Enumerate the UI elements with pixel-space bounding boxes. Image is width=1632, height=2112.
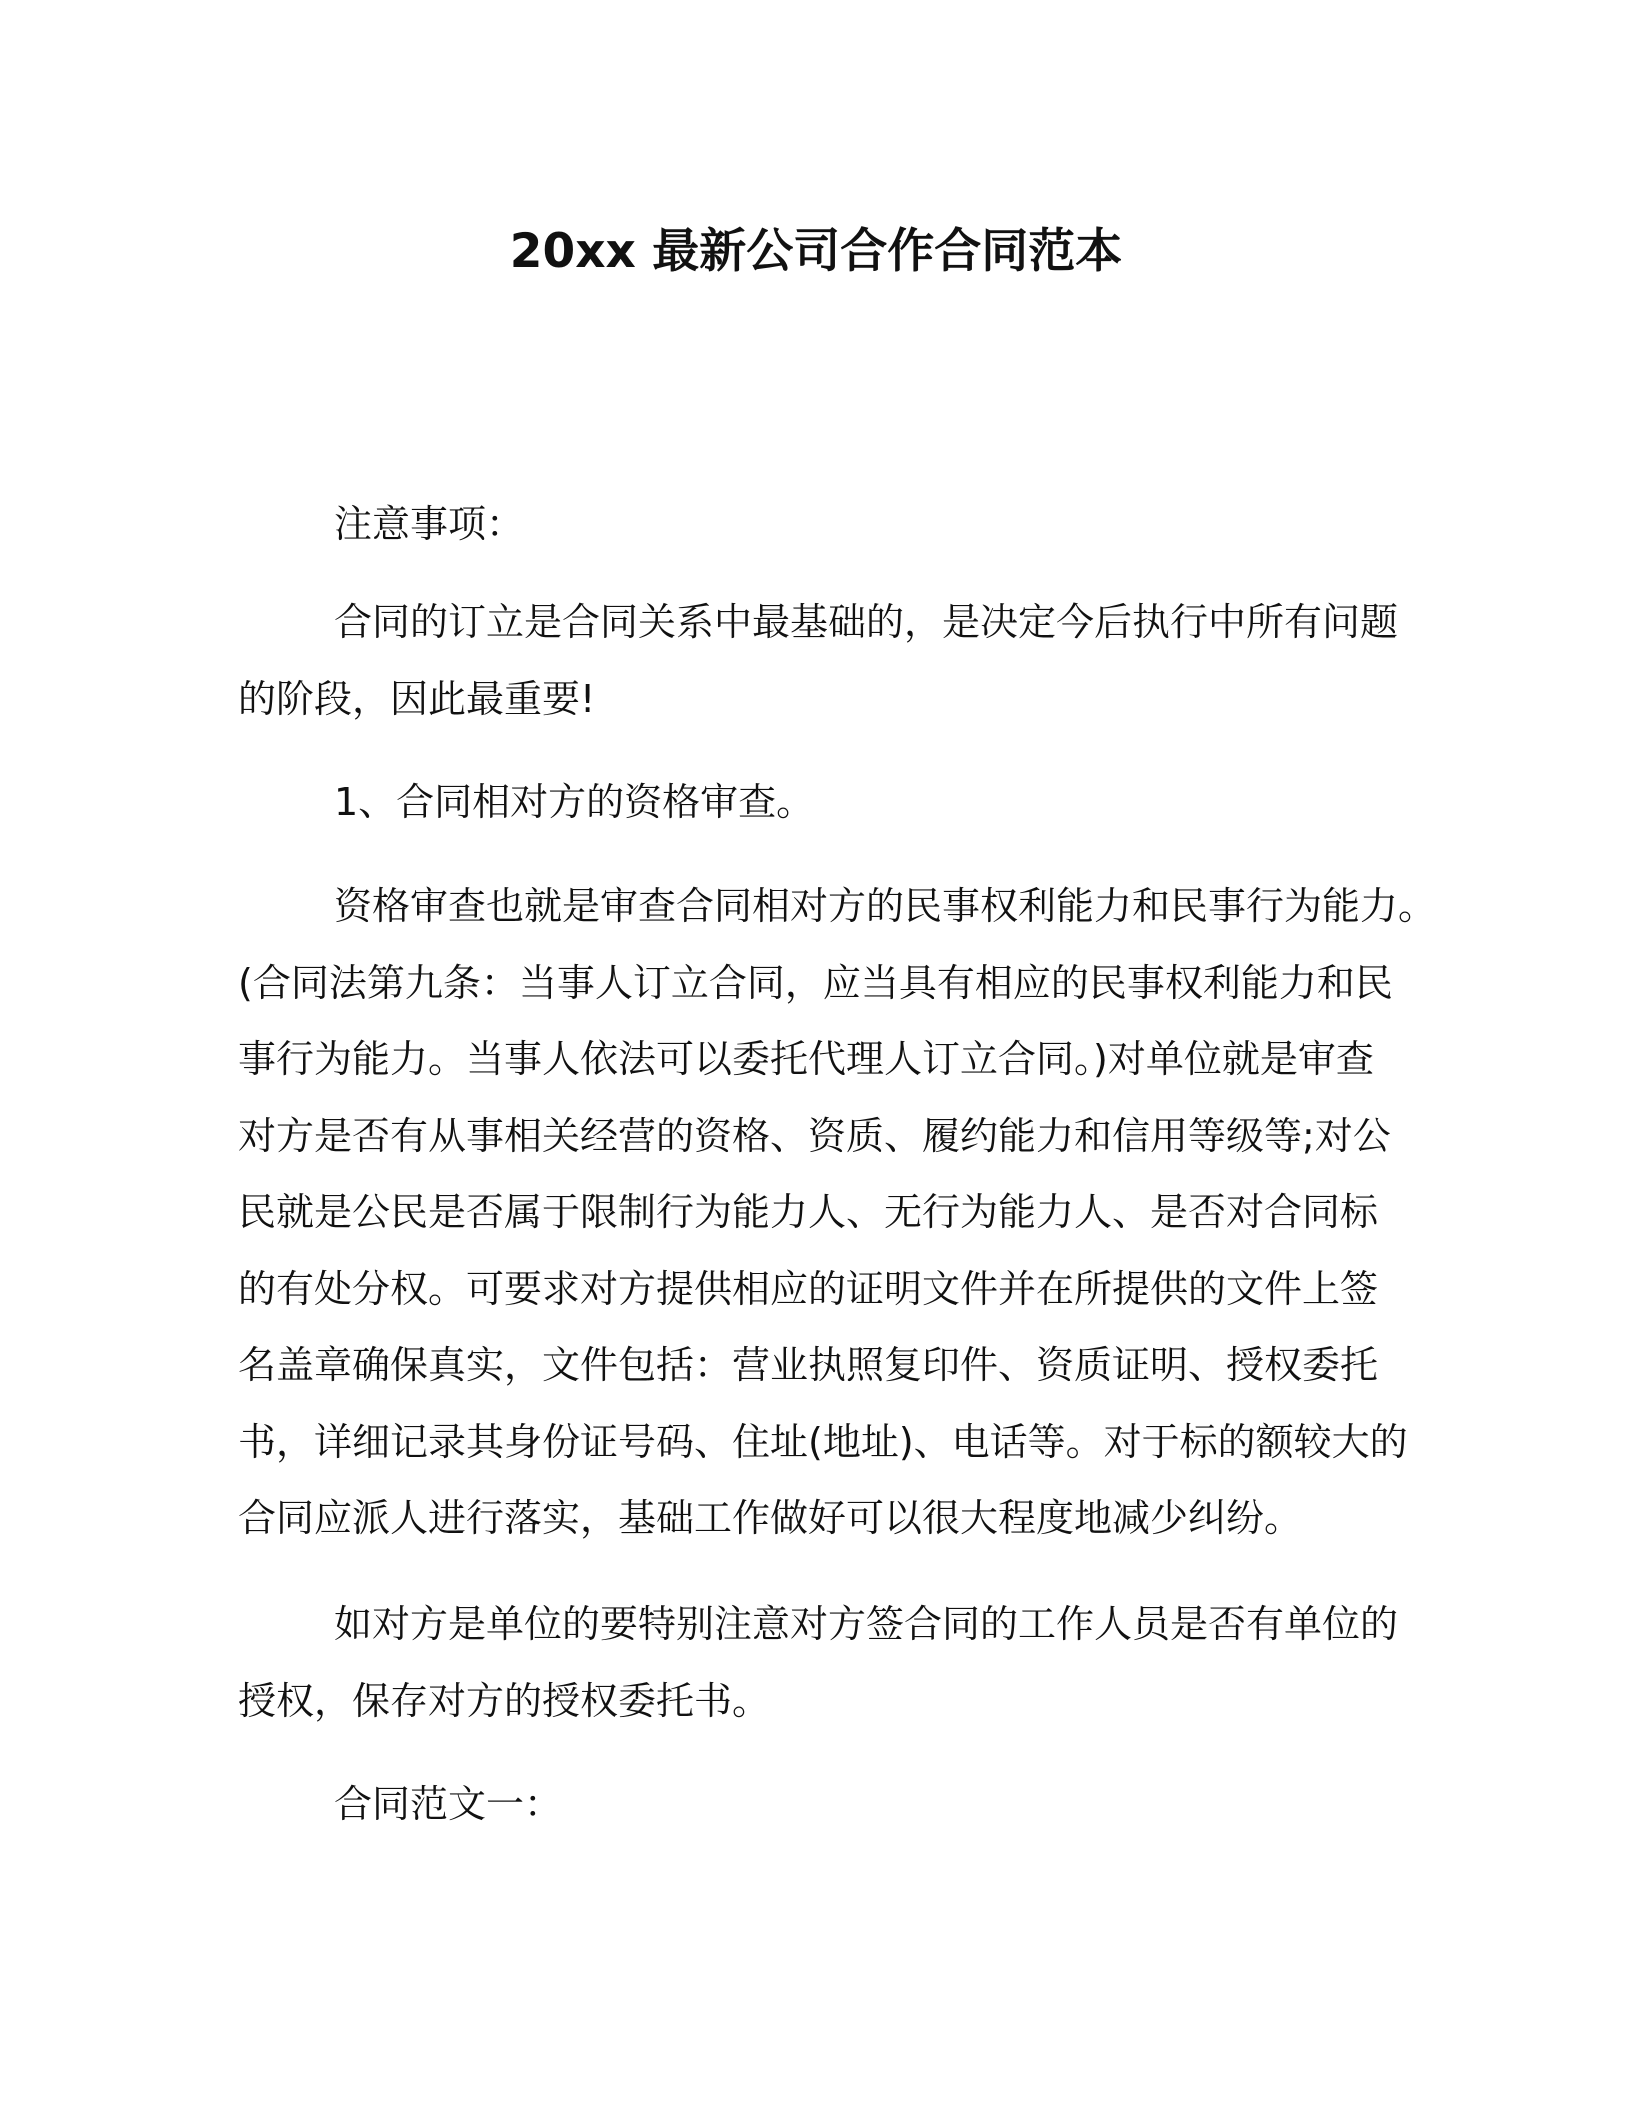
paragraph-line: 名盖章确保真实，文件包括：营业执照复印件、资质证明、授权委托: [238, 1343, 1379, 1387]
intro-paragraph: [238, 584, 1398, 737]
paragraph-line: 如对方是单位的要特别注意对方签合同的工作人员是否有单位的: [334, 1602, 1399, 1646]
paragraph-line: 的有处分权。可要求对方提供相应的证明文件并在所提供的文件上签: [238, 1266, 1379, 1311]
qualification-paragraph: [238, 868, 1437, 1557]
paragraph-line: 民就是公民是否属于限制行为能力人、无行为能力人、是否对合同标: [238, 1190, 1379, 1234]
paragraph-line: 事行为能力。当事人依法可以委托代理人订立合同。)对单位就是审查: [238, 1037, 1374, 1081]
paragraph-line: 授权，保存对方的授权委托书。: [238, 1678, 771, 1723]
paragraph-line: 书，详细记录其身份证号码、住址(地址)、电话等。对于标的额较大的: [238, 1419, 1408, 1464]
paragraph-line: 资格审查也就是审查合同相对方的民事权利能力和民事行为能力。: [334, 884, 1437, 928]
paragraph-line: 合同范文一：: [334, 1782, 563, 1826]
notice-heading: [238, 486, 1398, 563]
paragraph-line: 1、合同相对方的资格审查。: [334, 780, 815, 824]
authorization-paragraph: [238, 1586, 1398, 1739]
item-1-heading: [238, 764, 1398, 841]
paragraph-line: (合同法第九条：当事人订立合同，应当具有相应的民事权利能力和民: [238, 960, 1393, 1005]
document-title: 20xx 最新公司合作合同范本: [509, 224, 1123, 279]
paragraph-line: 的阶段，因此最重要!: [238, 676, 596, 721]
paragraph-line: 合同的订立是合同关系中最基础的，是决定今后执行中所有问题: [334, 600, 1399, 644]
paragraph-line: 对方是否有从事相关经营的资格、资质、履约能力和信用等级等;对公: [238, 1113, 1391, 1158]
sample-heading: [238, 1766, 1398, 1843]
paragraph-line: 合同应派人进行落实，基础工作做好可以很大程度地减少纠纷。: [238, 1496, 1303, 1540]
paragraph-line: 注意事项：: [334, 502, 525, 546]
